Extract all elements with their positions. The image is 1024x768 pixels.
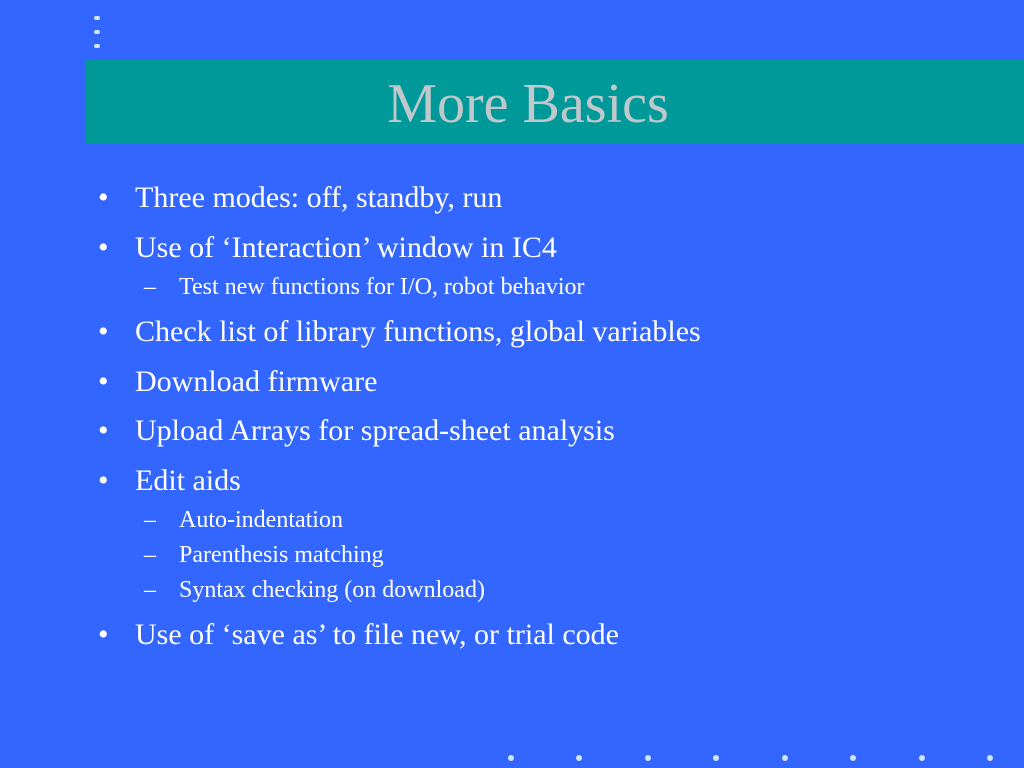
bullet-item <box>98 228 998 268</box>
bullet-text: Download firmware <box>135 364 378 398</box>
sub-bullet-text: Test new functions for I/O, robot behavior <box>179 274 585 300</box>
decorative-dots-vertical <box>94 16 102 52</box>
bullet-marker: • <box>98 618 109 651</box>
sub-bullet-item <box>98 271 998 303</box>
dash-marker: – <box>144 577 156 603</box>
sub-bullet-text: Auto-indentation <box>179 507 343 533</box>
bullet-marker: • <box>98 230 109 264</box>
bullet-text: Three modes: off, standby, run <box>135 181 503 214</box>
bullet-text: Use of ‘save as’ to file new, or trial code <box>135 618 619 651</box>
decorative-dot <box>94 16 100 20</box>
bullet-text: Use of ‘Interaction’ window in IC4 <box>135 230 557 264</box>
decorative-dot <box>645 755 651 761</box>
bullet-item <box>98 411 998 451</box>
bullet-marker: • <box>98 463 109 497</box>
bullet-text: Check list of library functions, global variables <box>135 315 701 348</box>
decorative-dot <box>987 755 993 761</box>
bullet-marker: • <box>98 364 109 398</box>
sub-bullet-item <box>98 574 998 606</box>
dash-marker: – <box>144 274 156 300</box>
slide-title: More Basics <box>387 73 669 135</box>
bullet-marker: • <box>98 315 109 348</box>
sub-bullet-item <box>98 504 998 536</box>
decorative-dot <box>508 755 514 761</box>
bullet-text: Edit aids <box>135 463 241 497</box>
decorative-dot <box>576 755 582 761</box>
bullet-item <box>98 312 998 352</box>
bullet-text: Upload Arrays for spread-sheet analysis <box>135 414 615 447</box>
bullet-marker: • <box>98 181 109 214</box>
decorative-dot <box>782 755 788 761</box>
bullet-item <box>98 362 998 402</box>
dash-marker: – <box>144 542 156 568</box>
sub-bullet-item <box>98 539 998 571</box>
dash-marker: – <box>144 507 156 533</box>
bullet-list <box>98 178 998 665</box>
sub-bullet-text: Syntax checking (on download) <box>179 577 485 603</box>
bullet-item <box>98 178 998 218</box>
sub-bullet-text: Parenthesis matching <box>179 542 384 568</box>
decorative-dot <box>850 755 856 761</box>
decorative-dot <box>94 44 100 48</box>
bullet-item <box>98 461 998 501</box>
bullet-item <box>98 615 998 655</box>
bullet-marker: • <box>98 414 109 447</box>
decorative-dots-horizontal <box>508 755 1008 763</box>
decorative-dot <box>713 755 719 761</box>
decorative-dot <box>94 30 100 34</box>
decorative-dot <box>919 755 925 761</box>
